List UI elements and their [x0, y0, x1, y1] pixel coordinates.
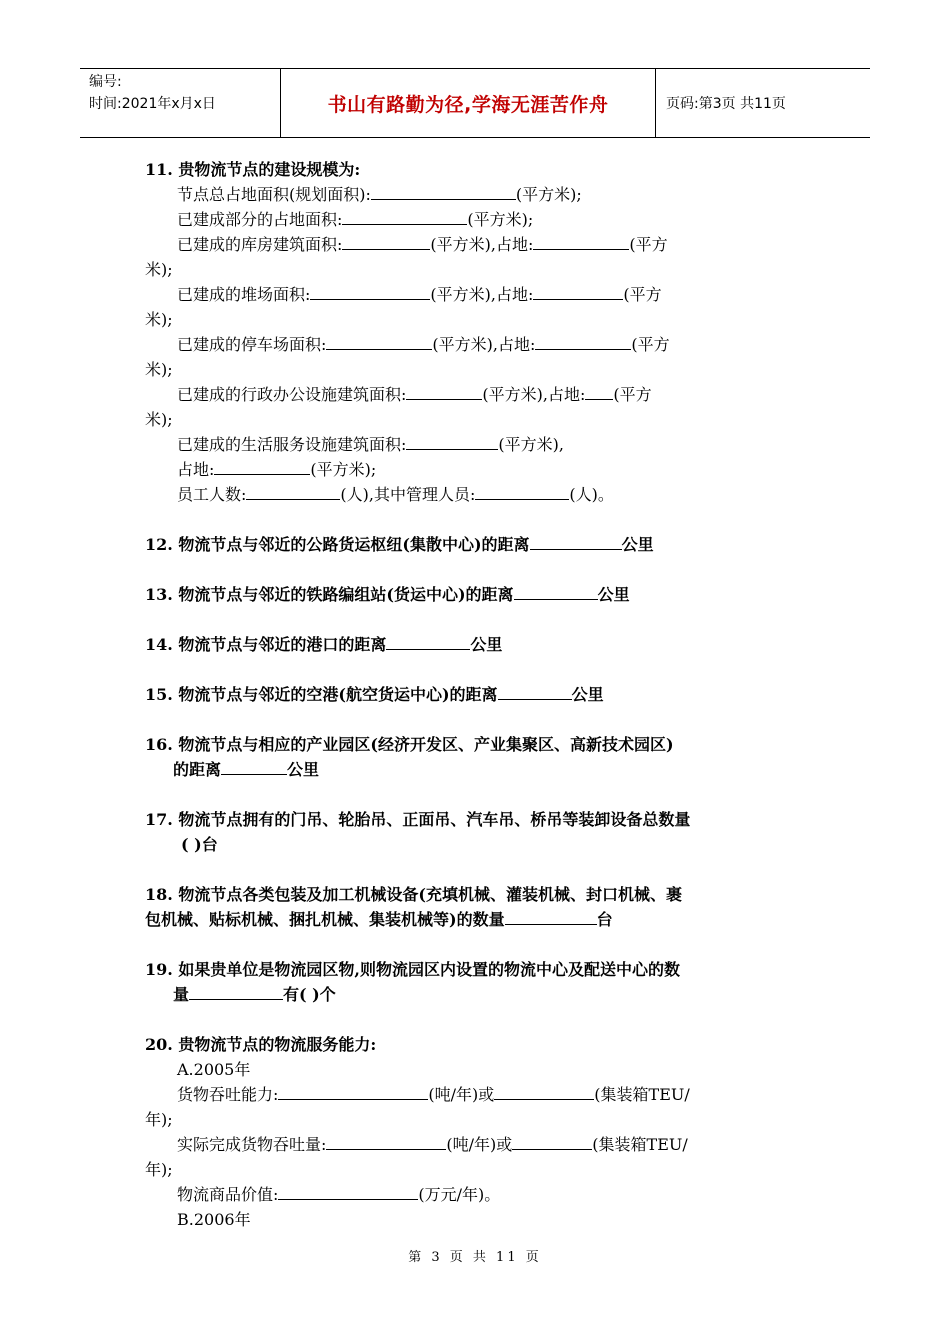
q11-line3-cont: 米);	[145, 260, 173, 279]
q19-line1: 19. 如果贵单位是物流园区物,则物流园区内设置的物流中心及配送中心的数	[145, 960, 680, 979]
blank-field[interactable]	[342, 233, 430, 250]
blank-field[interactable]	[189, 983, 283, 1000]
q20-line1: 货物吞吐能力: (吨/年)或 (集装箱TEU/	[177, 1085, 690, 1104]
page-header	[80, 68, 870, 138]
q15: 15. 物流节点与邻近的空港(航空货运中心)的距离 公里	[145, 685, 604, 704]
q11-line5-cont: 米);	[145, 360, 173, 379]
blank-field[interactable]	[535, 333, 631, 350]
q11-line9: 员工人数: (人),其中管理人员: (人)。	[177, 485, 614, 504]
blank-field[interactable]	[246, 483, 340, 500]
q11-line6: 已建成的行政办公设施建筑面积: (平方米),占地: (平方	[177, 385, 652, 404]
q20-year-b: B.2006年	[177, 1210, 251, 1229]
q11-line7: 已建成的生活服务设施建筑面积: (平方米),	[177, 435, 564, 454]
q19-line2: 量 有( )个	[173, 985, 336, 1004]
blank-field[interactable]	[533, 283, 623, 300]
q11-line3: 已建成的库房建筑面积: (平方米),占地: (平方	[177, 235, 668, 254]
motto: 书山有路勤为径,学海无涯苦作舟	[281, 69, 656, 137]
page-footer: 第 3 页 共 11 页	[408, 1250, 542, 1265]
number-label: 编号:	[89, 74, 122, 90]
blank-field[interactable]	[512, 1133, 592, 1150]
blank-field[interactable]	[585, 383, 613, 400]
q17-line2: ( )台	[181, 835, 218, 854]
blank-field[interactable]	[221, 758, 287, 775]
q11-line5: 已建成的停车场面积: (平方米),占地: (平方	[177, 335, 670, 354]
blank-field[interactable]	[310, 283, 430, 300]
blank-field[interactable]	[278, 1083, 428, 1100]
q16-line1: 16. 物流节点与相应的产业园区(经济开发区、产业集聚区、高新技术园区)	[145, 735, 674, 754]
q11-line1: 节点总占地面积(规划面积): (平方米);	[177, 185, 582, 204]
q16-line2: 的距离 公里	[173, 760, 320, 779]
q11-title: 11. 贵物流节点的建设规模为:	[145, 160, 361, 179]
q20-line1-cont: 年);	[145, 1110, 173, 1129]
blank-field[interactable]	[326, 333, 432, 350]
blank-field[interactable]	[533, 233, 629, 250]
blank-field[interactable]	[475, 483, 569, 500]
q20-title: 20. 贵物流节点的物流服务能力:	[145, 1035, 377, 1054]
q20-line2: 实际完成货物吞吐量: (吨/年)或 (集装箱TEU/	[177, 1135, 688, 1154]
blank-field[interactable]	[406, 433, 498, 450]
q11-line4-cont: 米);	[145, 310, 173, 329]
q11-line4: 已建成的堆场面积: (平方米),占地: (平方	[177, 285, 662, 304]
blank-field[interactable]	[386, 633, 470, 650]
q14: 14. 物流节点与邻近的港口的距离 公里	[145, 635, 503, 654]
blank-field[interactable]	[371, 183, 516, 200]
blank-field[interactable]	[530, 533, 622, 550]
q20-line2-cont: 年);	[145, 1160, 173, 1179]
blank-field[interactable]	[494, 1083, 594, 1100]
page-info: 页码:第3页 共11页	[666, 96, 786, 112]
q18-line2: 包机械、贴标机械、捆扎机械、集装机械等)的数量 台	[145, 910, 613, 929]
q17-line1: 17. 物流节点拥有的门吊、轮胎吊、正面吊、汽车吊、桥吊等装卸设备总数量	[145, 810, 691, 829]
blank-field[interactable]	[514, 583, 598, 600]
q20-year-a: A.2005年	[177, 1060, 251, 1079]
blank-field[interactable]	[214, 458, 310, 475]
q12: 12. 物流节点与邻近的公路货运枢纽(集散中心)的距离 公里	[145, 535, 654, 554]
q20-line3: 物流商品价值: (万元/年)。	[177, 1185, 501, 1204]
q11-line6-cont: 米);	[145, 410, 173, 429]
blank-field[interactable]	[406, 383, 482, 400]
q11-line8: 占地: (平方米);	[177, 460, 377, 479]
blank-field[interactable]	[505, 908, 597, 925]
blank-field[interactable]	[278, 1183, 418, 1200]
q18-line1: 18. 物流节点各类包装及加工机械设备(充填机械、灌装机械、封口机械、裹	[145, 885, 682, 904]
blank-field[interactable]	[326, 1133, 446, 1150]
q11-line2: 已建成部分的占地面积: (平方米);	[177, 210, 534, 229]
q13: 13. 物流节点与邻近的铁路编组站(货运中心)的距离 公里	[145, 585, 630, 604]
blank-field[interactable]	[342, 208, 467, 225]
blank-field[interactable]	[498, 683, 572, 700]
header-meta	[80, 69, 281, 137]
time-label: 时间:2021年x月x日	[89, 96, 216, 112]
